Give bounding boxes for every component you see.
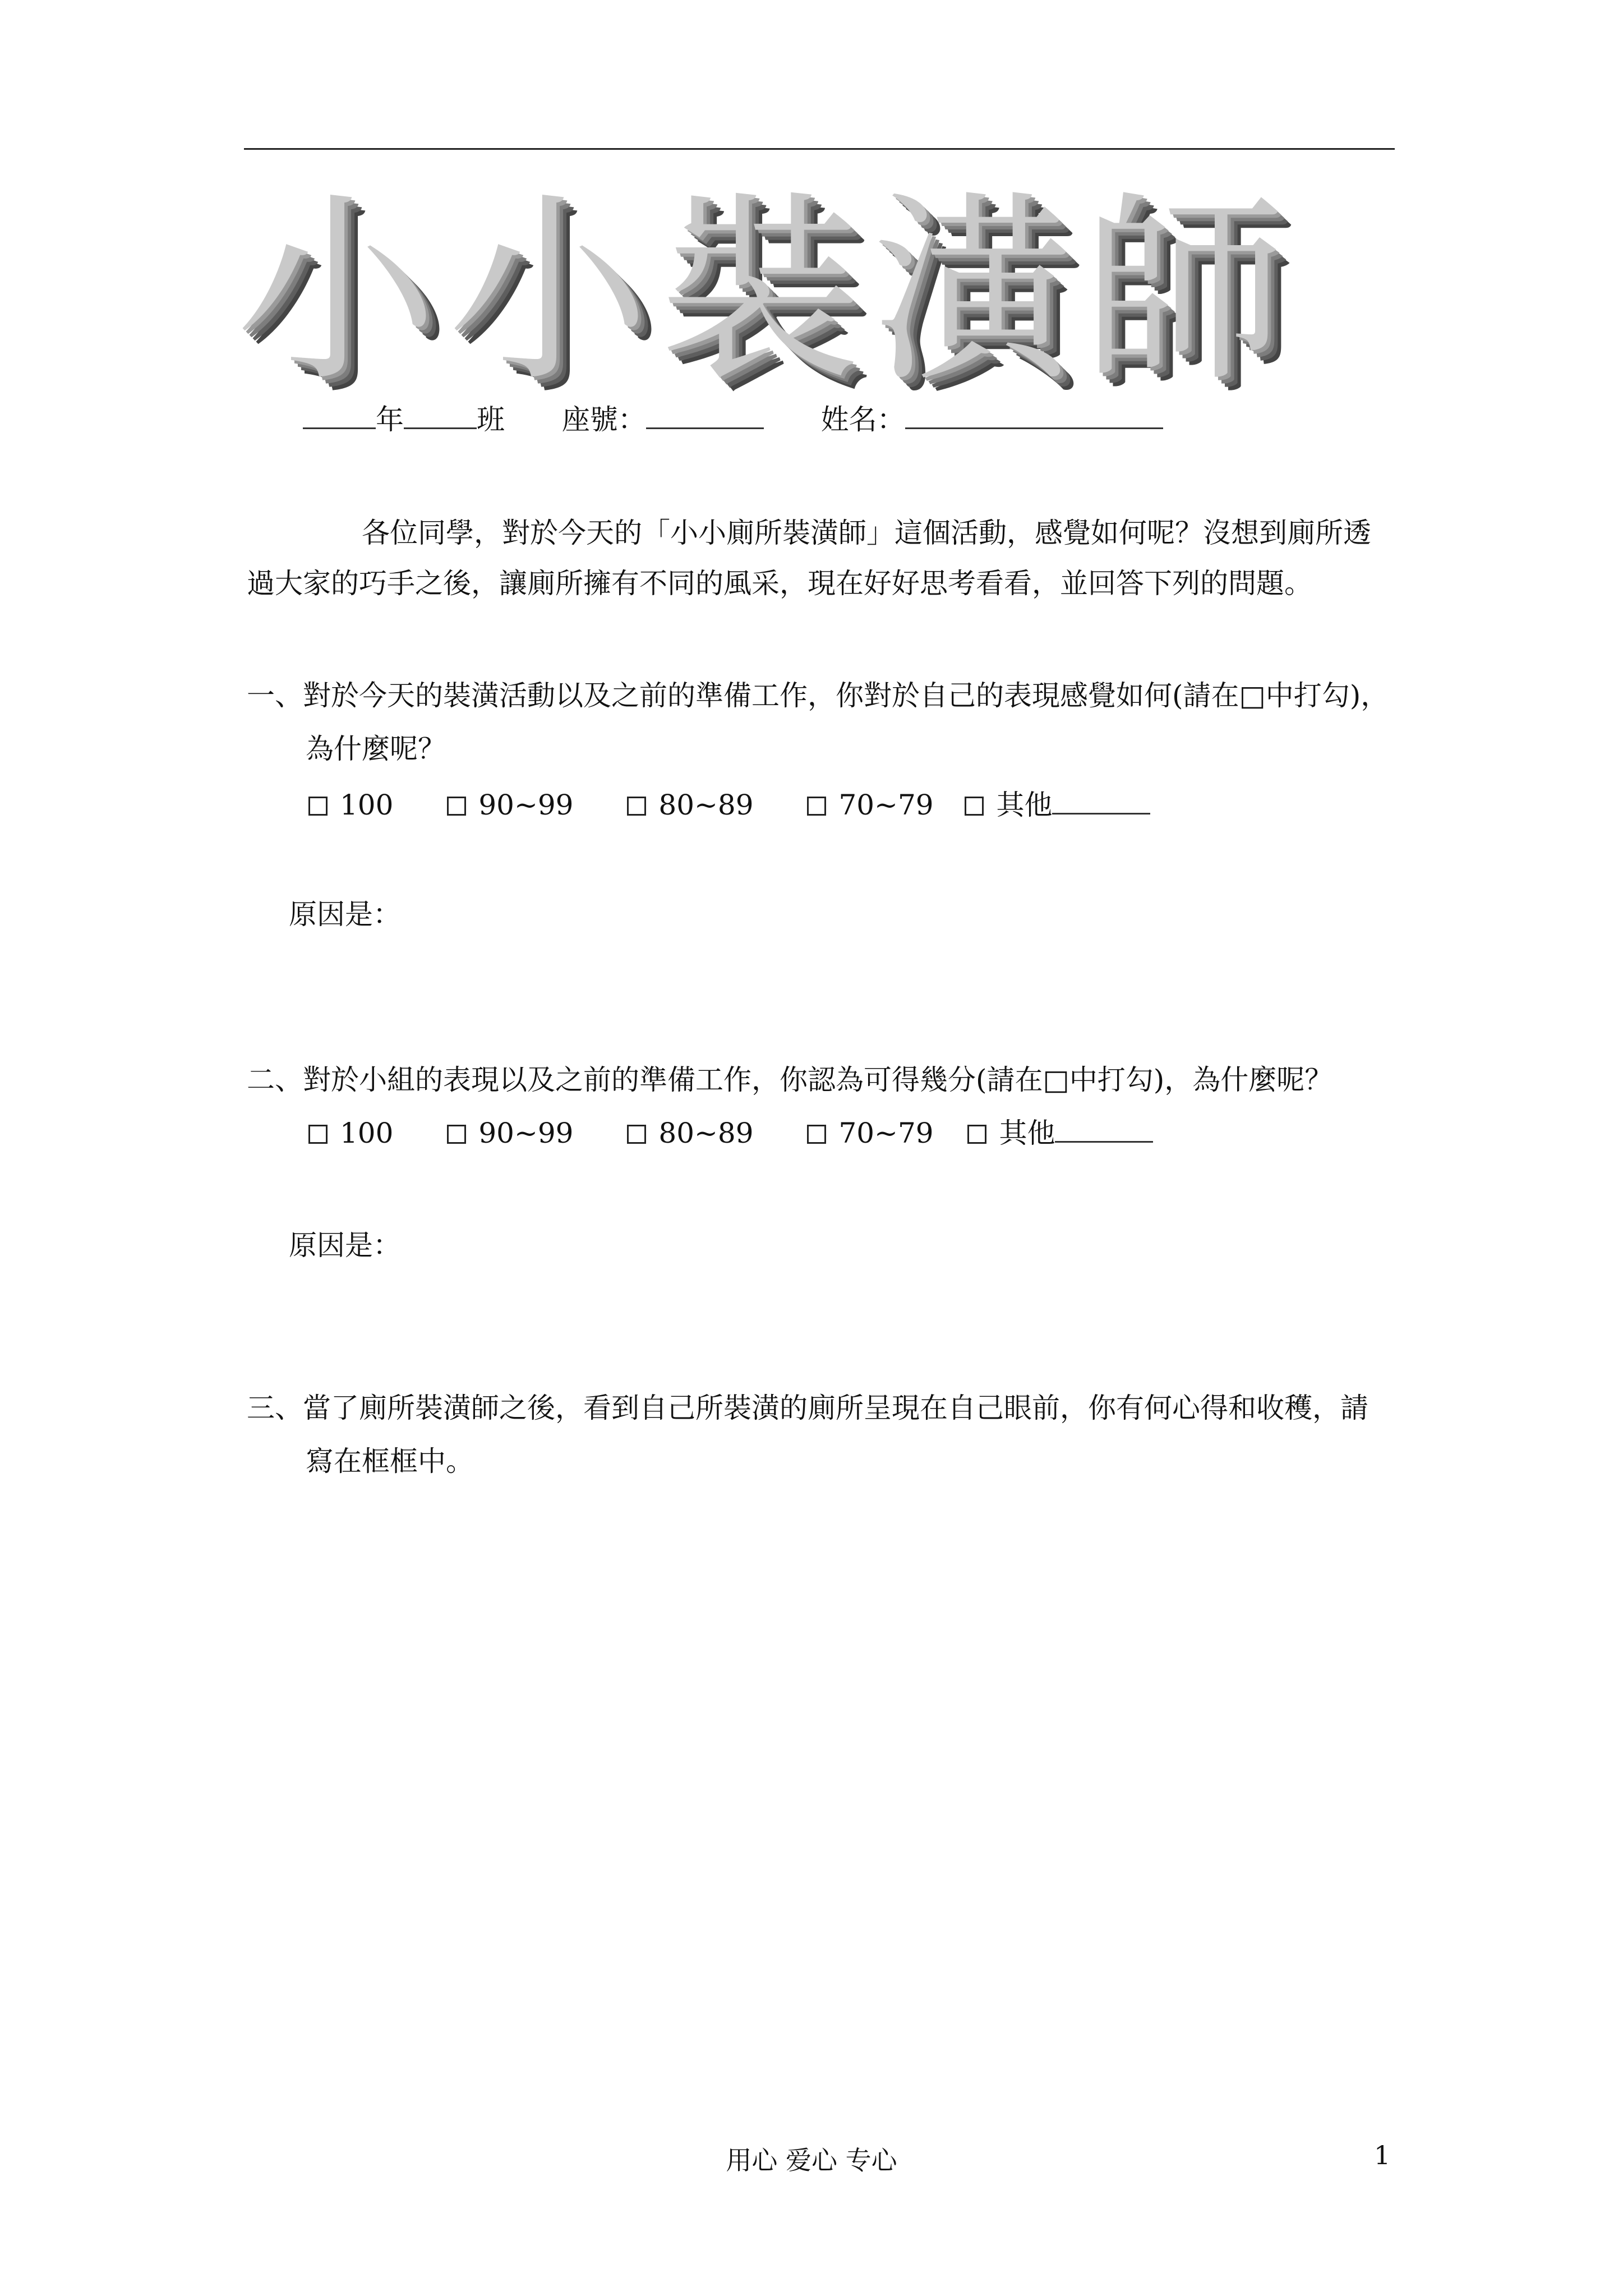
q1-reason-label: 原因是： — [289, 898, 401, 931]
q3-line-2: 寫在框框中。 — [306, 1445, 474, 1478]
seat-blank[interactable] — [646, 403, 764, 429]
q2-option-other[interactable]: 其他 — [967, 1116, 1153, 1150]
q1-options — [308, 788, 1195, 822]
q2-option-80-89[interactable]: 80~89 — [627, 1116, 753, 1150]
student-info-row — [303, 403, 1163, 436]
checkbox-icon[interactable] — [965, 797, 984, 816]
checkbox-icon[interactable] — [627, 797, 646, 816]
seat-label: 座號： — [561, 403, 646, 436]
checkbox-icon[interactable] — [447, 1125, 466, 1144]
q1-option-70-79[interactable]: 70~79 — [807, 788, 933, 822]
q3-line-1: 三、當了廁所裝潢師之後，看到自己所裝潢的廁所呈現在自己眼前，你有何心得和收穫，請 — [247, 1392, 1368, 1424]
class-blank[interactable] — [404, 403, 477, 429]
q2-option-90-99[interactable]: 90~99 — [447, 1116, 573, 1150]
checkbox-icon[interactable] — [807, 1125, 826, 1144]
name-label: 姓名： — [820, 403, 905, 436]
checkbox-icon[interactable] — [308, 1125, 328, 1144]
header-rule — [244, 148, 1395, 150]
intro-line-1: 各位同學，對於今天的「小小廁所裝潢師」這個活動，感覺如何呢？沒想到廁所透 — [362, 517, 1371, 549]
q2-options — [308, 1116, 1198, 1150]
checkbox-icon[interactable] — [447, 797, 466, 816]
q1-line-1: 一、對於今天的裝潢活動以及之前的準備工作，你對於自己的表現感覺如何(請在□中打勾)， — [247, 679, 1389, 712]
page-title: 小小裝潢師 — [236, 174, 1295, 409]
class-label: 班 — [477, 403, 505, 436]
q2-option-100[interactable]: 100 — [308, 1116, 393, 1150]
q1-line-2: 為什麼呢？ — [306, 733, 446, 765]
q2-other-blank[interactable] — [1055, 1116, 1153, 1143]
q1-option-other[interactable]: 其他 — [965, 788, 1150, 822]
q2-line-1: 二、對於小組的表現以及之前的準備工作，你認為可得幾分(請在□中打勾)，為什麼呢？ — [247, 1064, 1333, 1096]
q1-option-80-89[interactable]: 80~89 — [627, 788, 753, 822]
page-number: 1 — [1374, 2140, 1391, 2170]
q1-option-90-99[interactable]: 90~99 — [447, 788, 573, 822]
q1-other-blank[interactable] — [1052, 788, 1150, 815]
checkbox-icon[interactable] — [967, 1125, 986, 1144]
footer-slogan: 用心 爱心 专心 — [726, 2145, 897, 2175]
q1-option-100[interactable]: 100 — [308, 788, 393, 822]
q2-reason-label: 原因是： — [289, 1229, 401, 1262]
year-label: 年 — [376, 403, 404, 436]
checkbox-icon[interactable] — [308, 797, 328, 816]
q2-option-70-79[interactable]: 70~79 — [807, 1116, 933, 1150]
name-blank[interactable] — [905, 403, 1163, 429]
checkbox-icon[interactable] — [807, 797, 826, 816]
intro-line-2: 過大家的巧手之後，讓廁所擁有不同的風采，現在好好思考看看，並回答下列的問題。 — [247, 567, 1312, 600]
checkbox-icon[interactable] — [627, 1125, 646, 1144]
year-blank[interactable] — [303, 403, 376, 429]
